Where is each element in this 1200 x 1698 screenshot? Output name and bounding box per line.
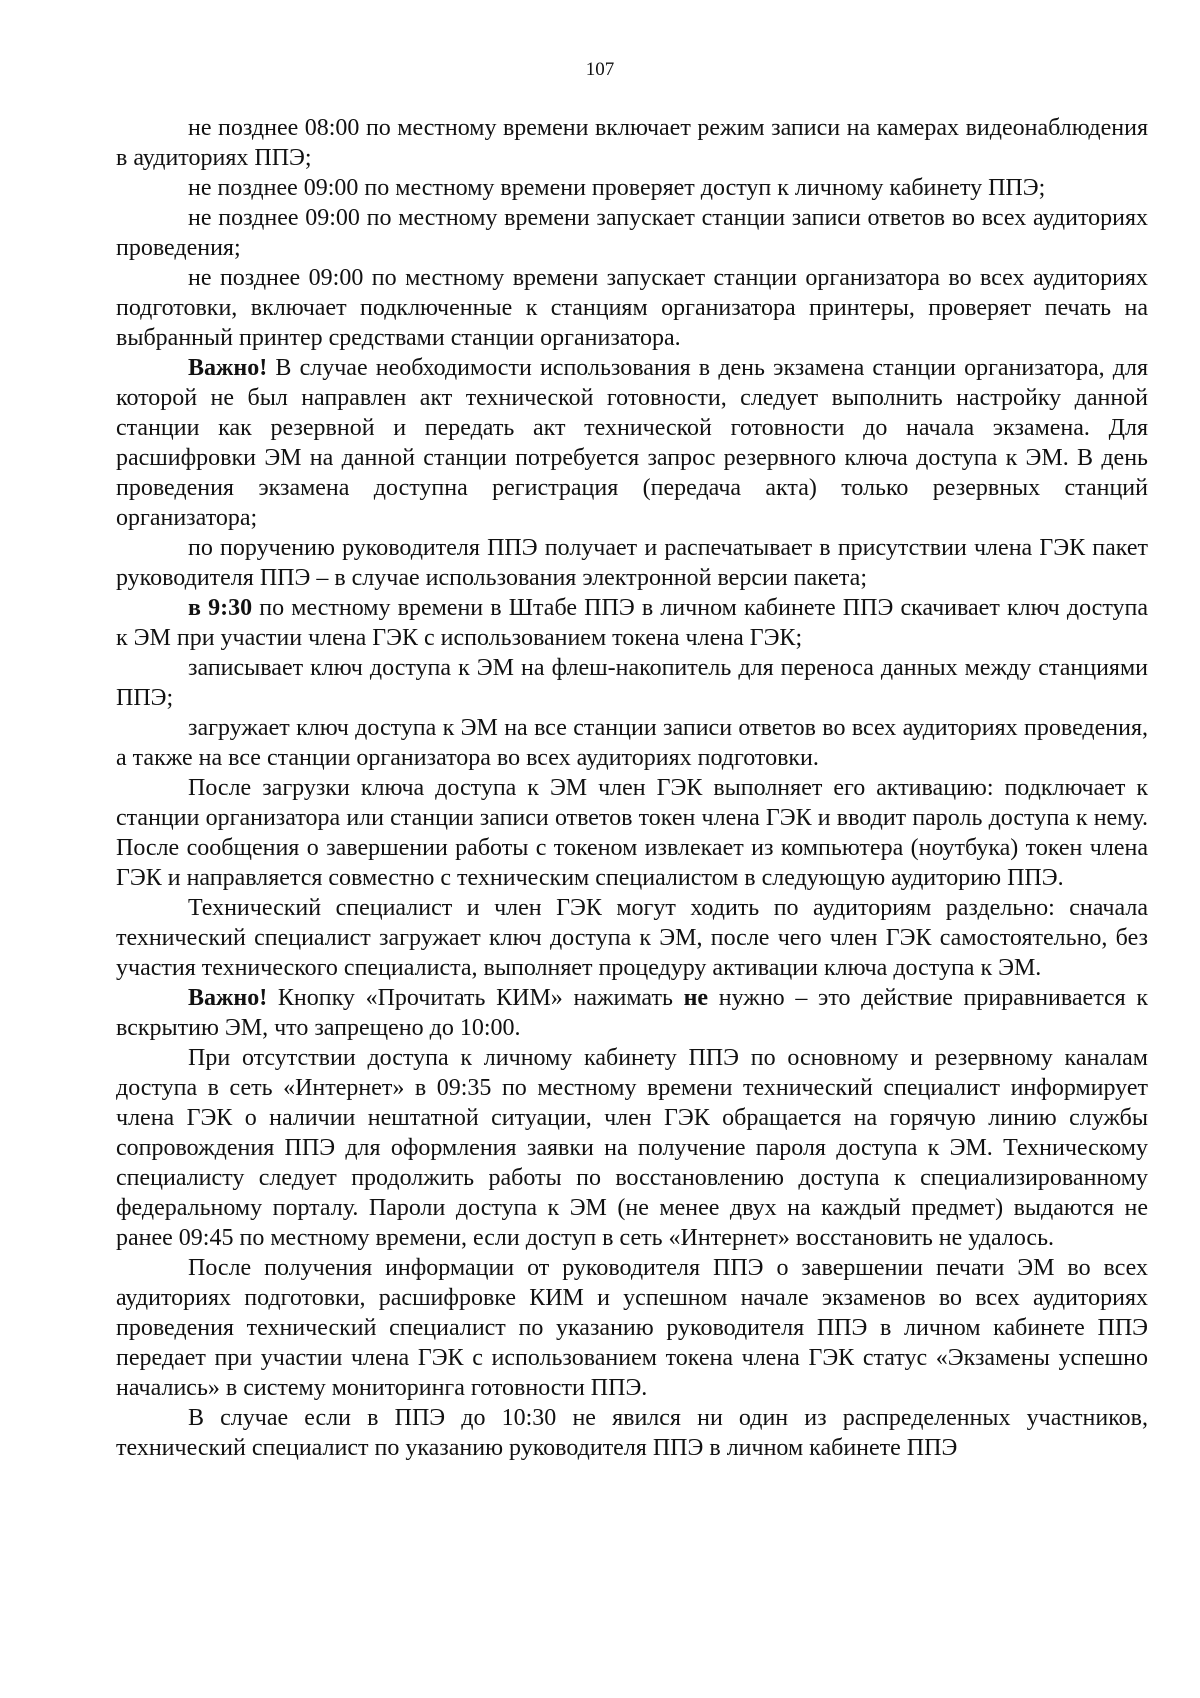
paragraph bbox=[116, 113, 1148, 173]
paragraph bbox=[116, 173, 1148, 203]
paragraph bbox=[116, 983, 1148, 1043]
text-run: по поручению руководителя ППЭ получает и распечатывает в присутствии члена ГЭК пакет руководителя ППЭ – в случае использования электронной версии пакета; bbox=[116, 535, 1148, 591]
bold-text: не bbox=[683, 985, 709, 1011]
text-run: не позднее 08:00 по местному времени включает режим записи на камерах видеонаблюдения в аудиториях ППЭ; bbox=[116, 115, 1148, 171]
paragraph bbox=[116, 1043, 1148, 1253]
text-run: нужно – это действие приравнивается к вскрытию ЭМ, что запрещено до 10:00. bbox=[116, 985, 1148, 1041]
text-run: не позднее 09:00 по местному времени проверяет доступ к личному кабинету ППЭ; bbox=[188, 175, 1046, 201]
paragraph bbox=[116, 533, 1148, 593]
text-run: В случае необходимости использования в день экзамена станции организатора, для которой не был направлен акт технической готовности, следует выполнить настройку данной станции как резервной и передать акт технической готовности до начала экзамена. Для расшифровки ЭМ на данной станции потребуется запрос резервного ключа доступа к ЭМ. В день проведения экзамена доступна регистрация (передача акта) только резервных станций организатора; bbox=[116, 355, 1148, 531]
text-run: В случае если в ППЭ до 10:30 не явился ни один из распределенных участников, технический специалист по указанию руководителя ППЭ в личном кабинете ППЭ bbox=[116, 1405, 1148, 1461]
paragraph bbox=[116, 593, 1148, 653]
paragraph bbox=[116, 653, 1148, 713]
paragraph bbox=[116, 203, 1148, 263]
text-run: После получения информации от руководителя ППЭ о завершении печати ЭМ во всех аудиториях подготовки, расшифровке КИМ и успешном начале экзаменов во всех аудиториях проведения технический специалист по указанию руководителя ППЭ в личном кабинете ППЭ передает при участии члена ГЭК с использованием токена члена ГЭК статус «Экзамены успешно начались» в систему мониторинга готовности ППЭ. bbox=[116, 1255, 1148, 1401]
text-run: При отсутствии доступа к личному кабинету ППЭ по основному и резервному каналам доступа в сеть «Интернет» в 09:35 по местному времени технический специалист информирует члена ГЭК о наличии нештатной ситуации, член ГЭК обращается на горячую линию службы сопровождения ППЭ для оформления заявки на получение пароля доступа к ЭМ. Техническому специалисту следует продолжить работы по восстановлению доступа к специализированному федеральному порталу. Пароли доступа к ЭМ (не менее двух на каждый предмет) выдаются не ранее 09:45 по местному времени, если доступ в сеть «Интернет» восстановить не удалось. bbox=[116, 1045, 1148, 1251]
text-run: загружает ключ доступа к ЭМ на все станции записи ответов во всех аудиториях проведения, а также на все станции организатора во всех аудиториях подготовки. bbox=[116, 715, 1148, 771]
text-run: Кнопку «Прочитать КИМ» нажимать bbox=[267, 985, 684, 1011]
body-text bbox=[116, 113, 1148, 1463]
bold-text: Важно! bbox=[188, 985, 268, 1011]
paragraph bbox=[116, 263, 1148, 353]
paragraph bbox=[116, 353, 1148, 533]
paragraph bbox=[116, 1403, 1148, 1463]
text-run: не позднее 09:00 по местному времени запускает станции организатора во всех аудиториях подготовки, включает подключенные к станциям организатора принтеры, проверяет печать на выбранный принтер средствами станции организатора. bbox=[116, 265, 1148, 351]
bold-text: Важно! bbox=[188, 355, 268, 381]
paragraph bbox=[116, 713, 1148, 773]
text-run: После загрузки ключа доступа к ЭМ член ГЭК выполняет его активацию: подключает к станции организатора или станции записи ответов токен члена ГЭК и вводит пароль доступа к нему. После сообщения о завершении работы с токеном извлекает из компьютера (ноутбука) токен члена ГЭК и направляется совместно с техническим специалистом в следующую аудиторию ППЭ. bbox=[116, 775, 1148, 891]
paragraph bbox=[116, 893, 1148, 983]
text-run: не позднее 09:00 по местному времени запускает станции записи ответов во всех аудиториях проведения; bbox=[116, 205, 1148, 261]
text-run: по местному времени в Штабе ППЭ в личном кабинете ППЭ скачивает ключ доступа к ЭМ при участии члена ГЭК с использованием токена члена ГЭК; bbox=[116, 595, 1149, 651]
text-run: записывает ключ доступа к ЭМ на флеш-накопитель для переноса данных между станциями ППЭ; bbox=[116, 655, 1148, 711]
text-run: Технический специалист и член ГЭК могут ходить по аудиториям раздельно: сначала технический специалист загружает ключ доступа к ЭМ, после чего член ГЭК самостоятельно, без участия технического специалиста, выполняет процедуру активации ключа доступа к ЭМ. bbox=[116, 895, 1148, 981]
page-number: 107 bbox=[585, 59, 615, 80]
paragraph bbox=[116, 773, 1148, 893]
paragraph bbox=[116, 1253, 1148, 1403]
bold-text: в 9:30 bbox=[188, 595, 253, 621]
